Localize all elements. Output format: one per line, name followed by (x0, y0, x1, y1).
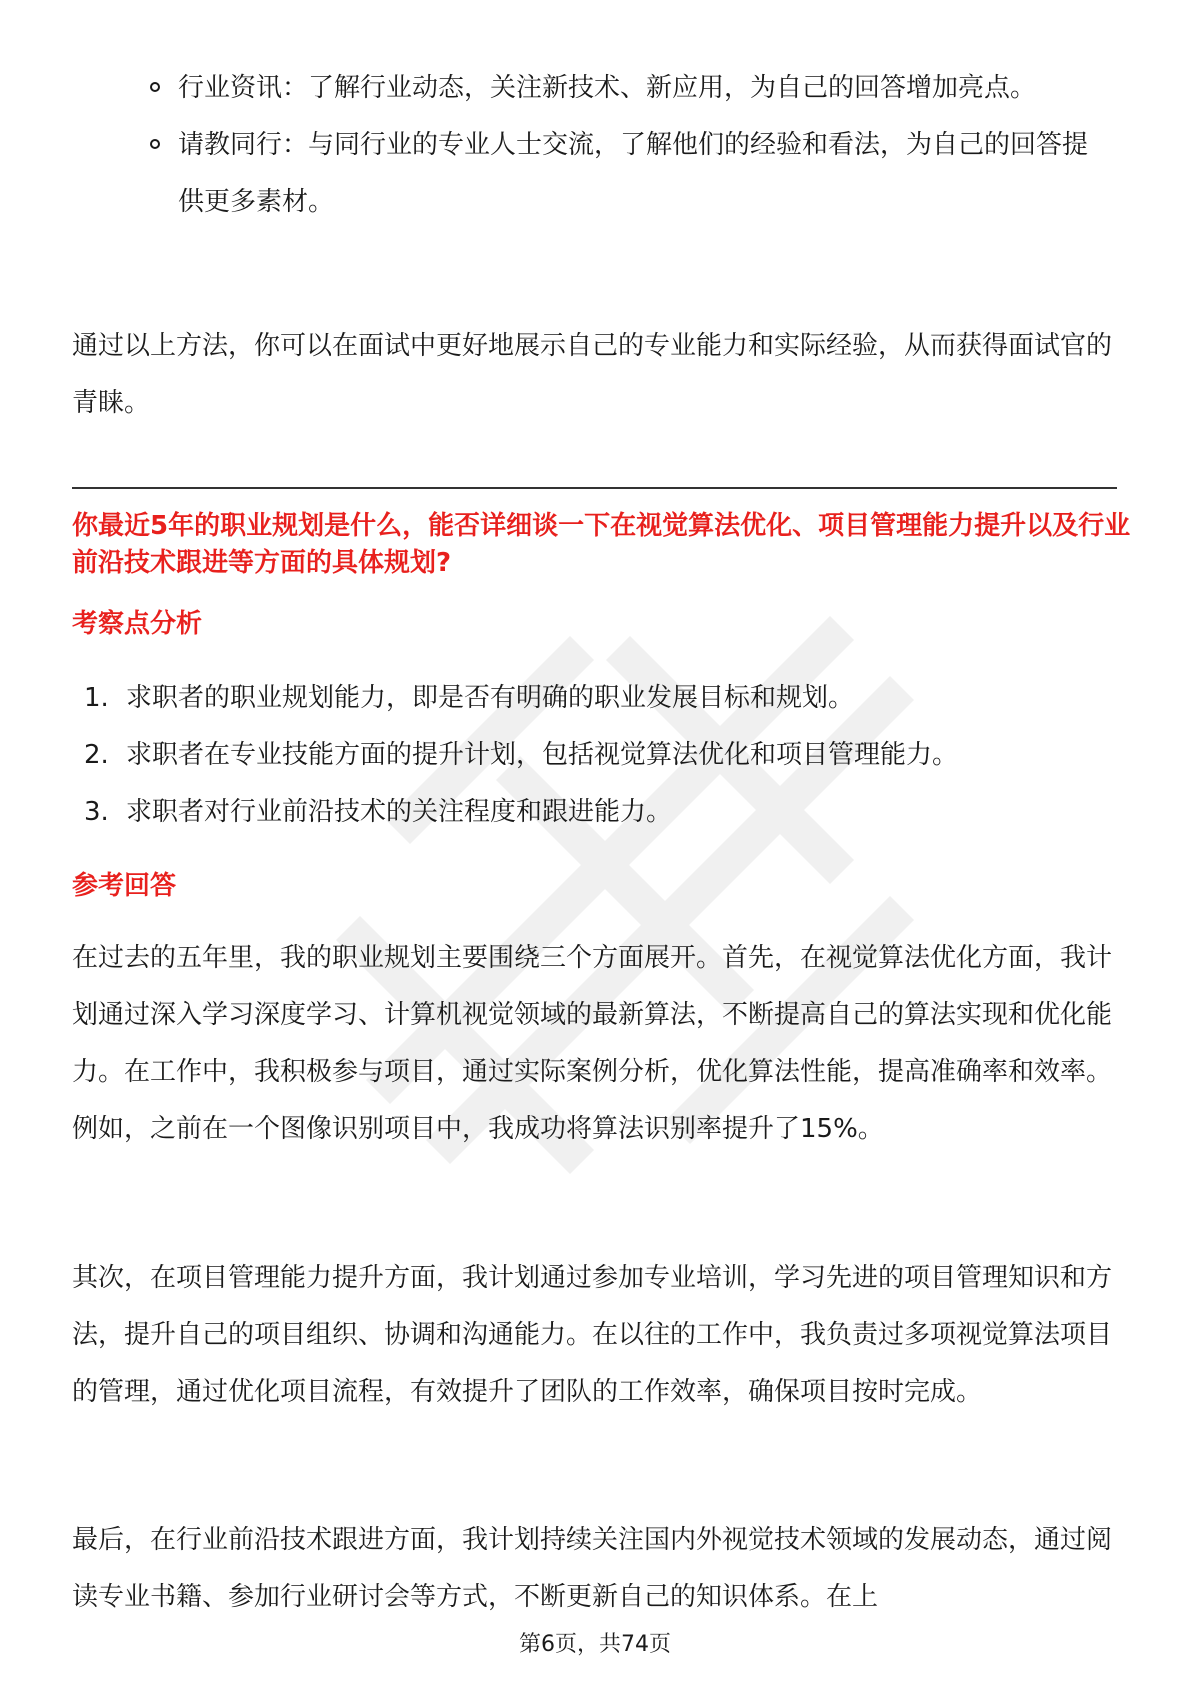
analysis-list (84, 670, 1114, 841)
bullet-circle-icon (150, 139, 160, 149)
list-number: 3. (84, 797, 109, 827)
answer-paragraph: 最后，在行业前沿技术跟进方面，我计划持续关注国内外视觉技术领域的发展动态，通过阅读专业书籍、参加行业研讨会等方式，不断更新自己的知识体系。在上 (72, 1525, 1113, 1612)
bullet-item (150, 117, 1110, 231)
bullet-text: 行业资讯：了解行业动态，关注新技术、新应用，为自己的回答增加亮点。 (178, 73, 1037, 103)
answer-paragraph: 其次，在项目管理能力提升方面，我计划通过参加专业培训，学习先进的项目管理知识和方法，提升自己的项目组织、协调和沟通能力。在以往的工作中，我负责过多项视觉算法项目的管理，通过优化项目流程，有效提升了团队的工作效率，确保项目按时完成。 (72, 1263, 1113, 1407)
page-footer: 第6页，共74页 (519, 1632, 671, 1657)
answer-heading: 参考回答 (72, 871, 177, 901)
bullet-item (150, 60, 1110, 117)
summary-paragraph: 通过以上方法，你可以在面试中更好地展示自己的专业能力和实际经验，从而获得面试官的青睐。 (72, 331, 1113, 418)
list-text: 求职者在专业技能方面的提升计划，包括视觉算法优化和项目管理能力。 (126, 740, 959, 770)
bullet-list (150, 60, 1110, 231)
list-number: 1. (84, 683, 109, 713)
question-title: 你最近5年的职业规划是什么，能否详细谈一下在视觉算法优化、项目管理能力提升以及行业前沿技术跟进等方面的具体规划? (72, 511, 1131, 578)
list-text: 求职者的职业规划能力，即是否有明确的职业发展目标和规划。 (126, 683, 855, 713)
list-item (84, 784, 1114, 841)
analysis-heading: 考察点分析 (72, 609, 203, 639)
list-number: 2. (84, 740, 109, 770)
list-text: 求职者对行业前沿技术的关注程度和跟进能力。 (126, 797, 673, 827)
answer-paragraph: 在过去的五年里，我的职业规划主要围绕三个方面展开。首先，在视觉算法优化方面，我计划通过深入学习深度学习、计算机视觉领域的最新算法，不断提高自己的算法实现和优化能力。在工作中，我积极参与项目，通过实际案例分析，优化算法性能，提高准确率和效率。例如，之前在一个图像识别项目中，我成功将算法识别率提升了15%。 (72, 943, 1113, 1144)
section-divider (72, 487, 1117, 489)
bullet-text: 请教同行：与同行业的专业人士交流，了解他们的经验和看法，为自己的回答提供更多素材。 (178, 130, 1089, 217)
bullet-circle-icon (150, 82, 160, 92)
list-item (84, 727, 1114, 784)
list-item (84, 670, 1114, 727)
